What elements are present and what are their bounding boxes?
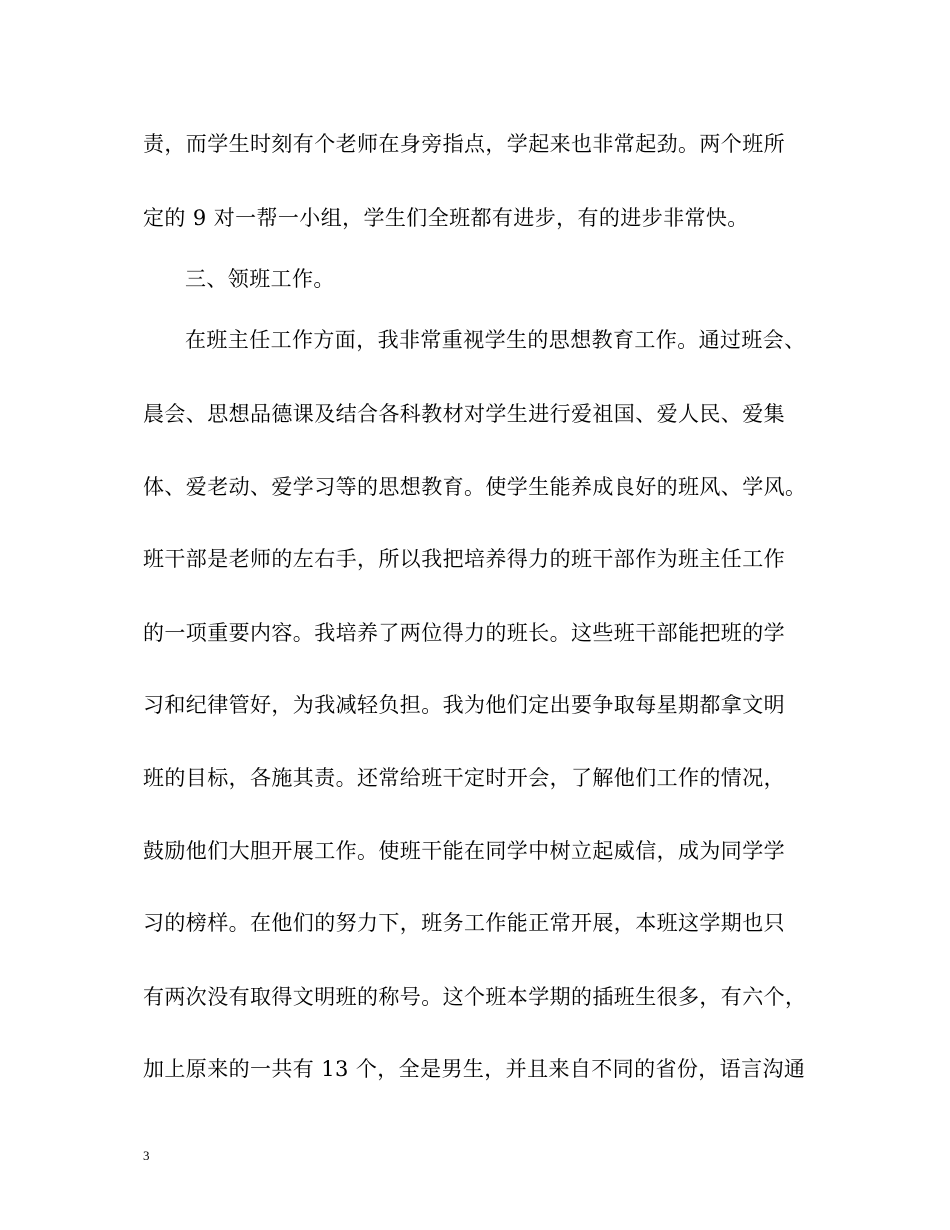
text-line: 晨会、思想品德课及结合各科教材对学生进行爱祖国、爱人民、爱集 xyxy=(143,402,785,426)
text-line: 有两次没有取得文明班的称号。这个班本学期的插班生很多，有六个， xyxy=(143,985,807,1009)
text-line: 班干部是老师的左右手，所以我把培养得力的班干部作为班主任工作 xyxy=(143,547,785,571)
text-line: 的一项重要内容。我培养了两位得力的班长。这些班干部能把班的学 xyxy=(143,621,785,645)
text-line: 加上原来的一共有 13 个，全是男生，并且来自不同的省份，语言沟通 xyxy=(143,1057,806,1081)
section-heading: 三、领班工作。 xyxy=(185,267,335,291)
text-line: 责，而学生时刻有个老师在身旁指点，学起来也非常起劲。两个班所 xyxy=(143,132,785,156)
paragraph-first-line: 在班主任工作方面，我非常重视学生的思想教育工作。通过班会、 xyxy=(185,328,806,352)
text-line: 班的目标，各施其责。还常给班干定时开会，了解他们工作的情况， xyxy=(143,766,785,790)
text-line: 习和纪律管好，为我减轻负担。我为他们定出要争取每星期都拿文明 xyxy=(143,693,785,717)
page-number: 3 xyxy=(143,1148,150,1163)
text-line: 鼓励他们大胆开展工作。使班干能在同学中树立起威信，成为同学学 xyxy=(143,839,785,863)
text-line: 体、爱老动、爱学习等的思想教育。使学生能养成良好的班风、学风。 xyxy=(143,475,807,499)
text-line: 定的 9 对一帮一小组，学生们全班都有进步，有的进步非常快。 xyxy=(143,206,749,230)
text-line: 习的榜样。在他们的努力下，班务工作能正常开展，本班这学期也只 xyxy=(143,911,785,935)
